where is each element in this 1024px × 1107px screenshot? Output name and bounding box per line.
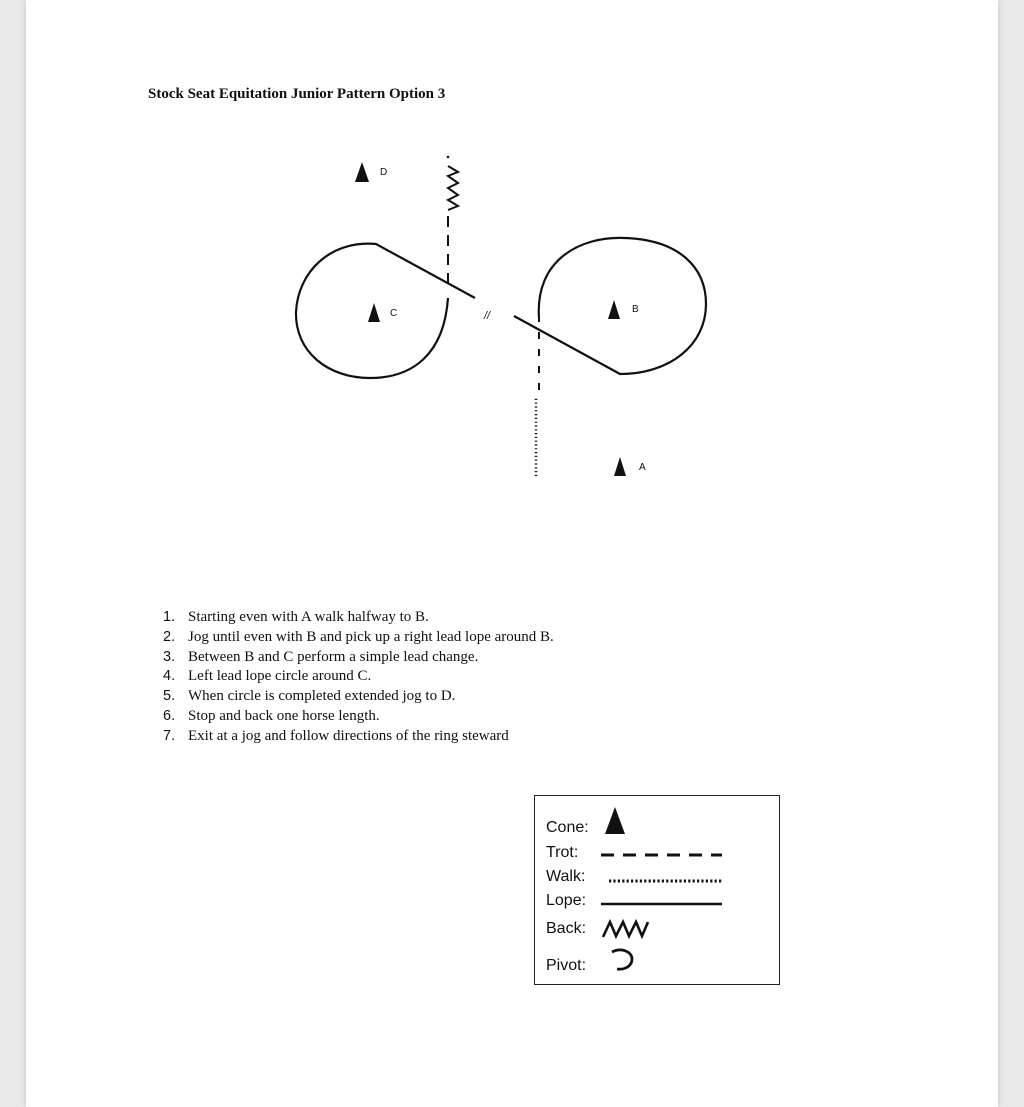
- list-item: 1. Starting even with A walk halfway to B.: [163, 609, 429, 625]
- legend-box: [534, 795, 780, 985]
- legend-pivot-label: Pivot:: [546, 957, 587, 974]
- pattern-steps-list: [163, 608, 554, 747]
- legend-back-label: Back:: [546, 920, 587, 937]
- legend-symbols: [535, 796, 781, 986]
- list-item: 7. Exit at a jog and follow directions of the ring steward: [163, 727, 509, 744]
- list-item: 3. Between B and C perform a simple lead change.: [163, 648, 479, 665]
- legend-cone-label: Cone:: [546, 819, 589, 836]
- list-item: 5. When circle is completed extended jog to D.: [163, 688, 456, 705]
- list-item: 2. Jog until even with B and pick up a right lead lope around B.: [163, 628, 554, 645]
- list-item: 6. Stop and back one horse length.: [163, 707, 380, 724]
- cone-label-d: D: [380, 167, 388, 178]
- legend-lope-label: Lope:: [546, 892, 587, 909]
- list-item: 4. Left lead lope circle around C.: [163, 668, 372, 685]
- cone-icon: [605, 807, 625, 834]
- back-zigzag-icon: [603, 922, 648, 937]
- document-page: [26, 0, 998, 1107]
- pivot-arc-icon: [612, 950, 632, 969]
- legend-trot-label: Trot:: [546, 844, 579, 861]
- cone-label-a: A: [639, 462, 646, 473]
- legend-walk-label: Walk:: [546, 868, 586, 885]
- lead-change-mark: //: [484, 310, 491, 322]
- cone-label-b: B: [632, 304, 639, 315]
- page-title: Stock Seat Equitation Junior Pattern Option 3: [148, 86, 446, 102]
- cone-label-c: C: [390, 308, 398, 319]
